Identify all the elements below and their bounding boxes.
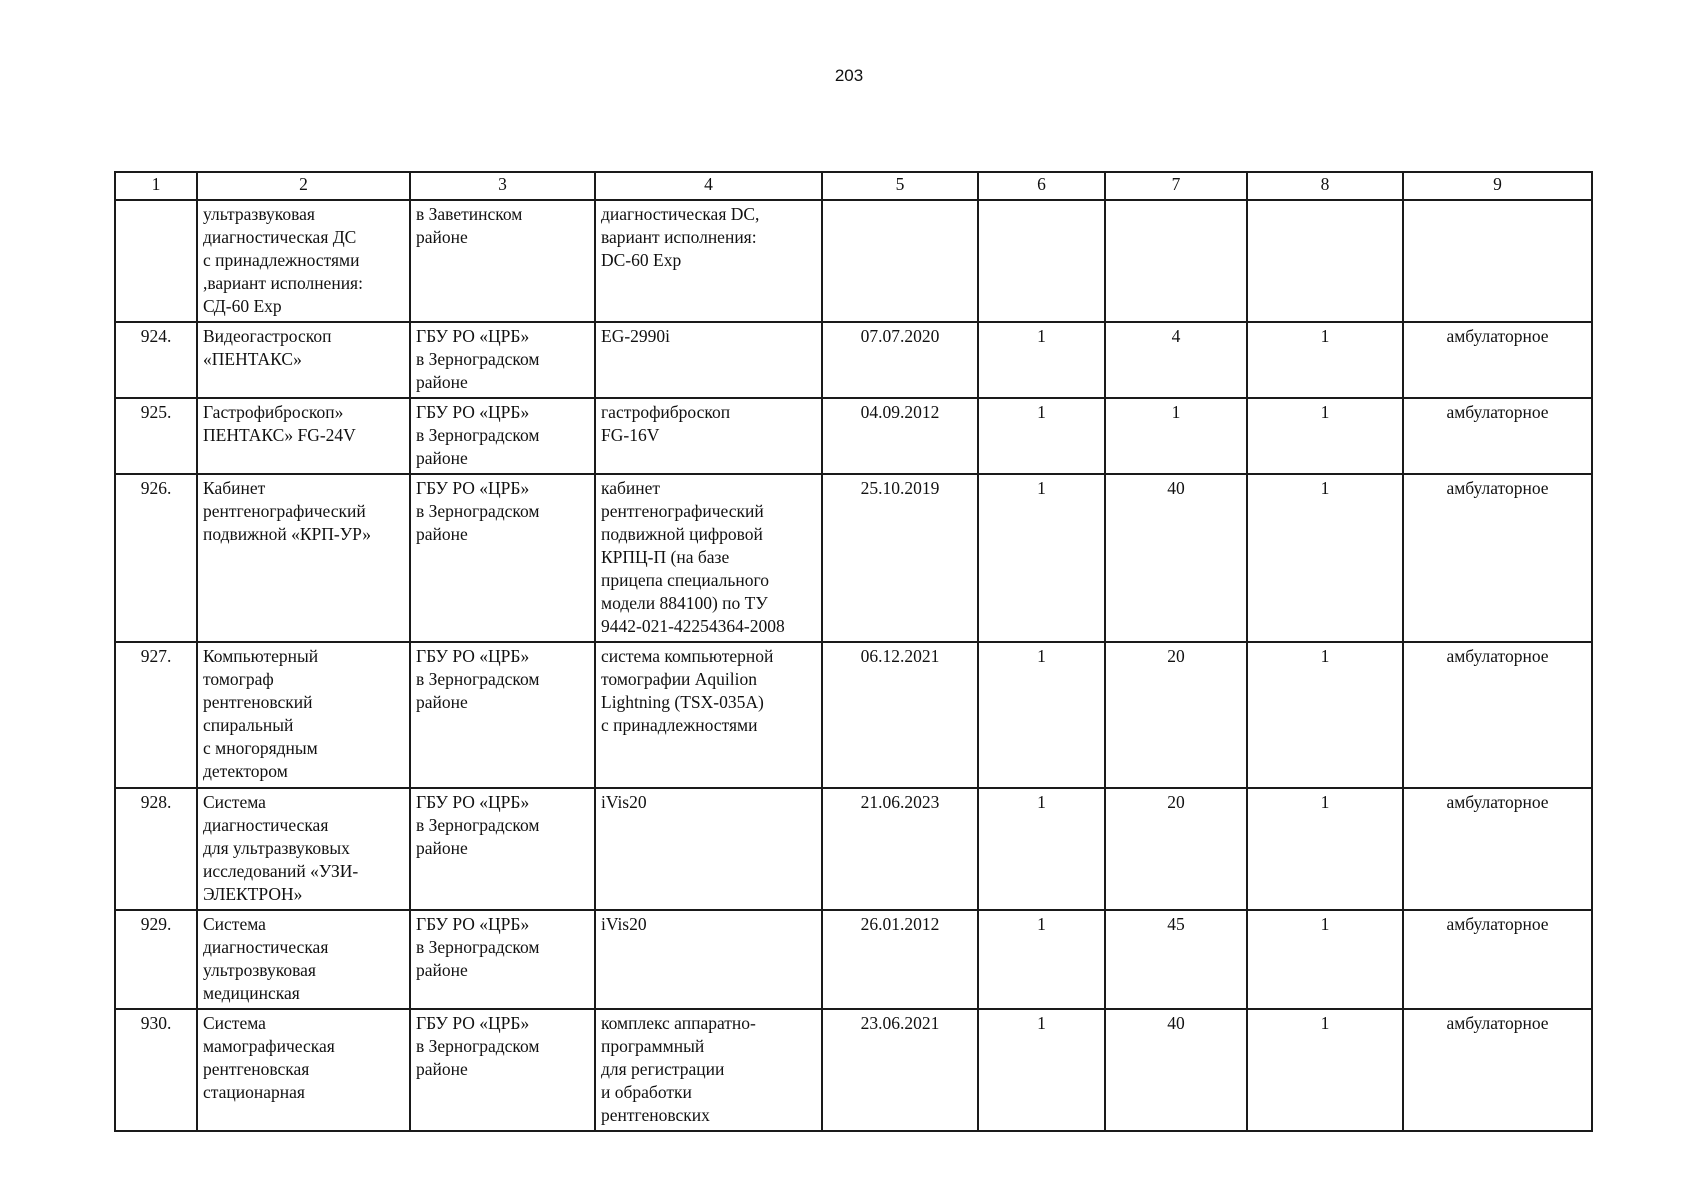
care-type: амбулаторное: [1403, 474, 1592, 642]
model: iVis20: [595, 910, 822, 1009]
column-8: [1247, 200, 1403, 322]
date: 07.07.2020: [822, 322, 978, 398]
model: гастрофиброскоп FG-16V: [595, 398, 822, 474]
care-type: амбулаторное: [1403, 910, 1592, 1009]
care-type: амбулаторное: [1403, 398, 1592, 474]
organization: ГБУ РО «ЦРБ» в Зерноградском районе: [410, 322, 595, 398]
column-7: [1105, 200, 1247, 322]
header-cell: 4: [595, 172, 822, 200]
equipment-name: Система диагностическая для ультразвуковых исследований «УЗИ- ЭЛЕКТРОН»: [197, 788, 410, 910]
column-8: 1: [1247, 910, 1403, 1009]
date: 06.12.2021: [822, 642, 978, 788]
row-number: 930.: [115, 1009, 197, 1131]
table-row: [115, 322, 1592, 398]
column-7: 1: [1105, 398, 1247, 474]
header-cell: 3: [410, 172, 595, 200]
model: iVis20: [595, 788, 822, 910]
column-7: 45: [1105, 910, 1247, 1009]
date: 23.06.2021: [822, 1009, 978, 1131]
row-number: 928.: [115, 788, 197, 910]
row-number: 927.: [115, 642, 197, 788]
equipment-name: Кабинет рентгенографический подвижной «КРП-УР»: [197, 474, 410, 642]
equipment-name: Компьютерный томограф рентгеновский спиральный с многорядным детектором: [197, 642, 410, 788]
quantity: [978, 200, 1105, 322]
model: система компьютерной томографии Aquilion Lightning (TSX-035A) с принадлежностями: [595, 642, 822, 788]
organization: в Заветинском районе: [410, 200, 595, 322]
quantity: 1: [978, 1009, 1105, 1131]
column-8: 1: [1247, 642, 1403, 788]
table-header-row: [115, 172, 1592, 200]
column-8: 1: [1247, 322, 1403, 398]
header-cell: 2: [197, 172, 410, 200]
care-type: [1403, 200, 1592, 322]
table-row: [115, 200, 1592, 322]
model: диагностическая DC, вариант исполнения: DC-60 Exp: [595, 200, 822, 322]
table-row: [115, 1009, 1592, 1131]
table-row: [115, 642, 1592, 788]
care-type: амбулаторное: [1403, 642, 1592, 788]
column-8: 1: [1247, 1009, 1403, 1131]
header-cell: 8: [1247, 172, 1403, 200]
page-number: 203: [834, 66, 864, 85]
column-7: 40: [1105, 474, 1247, 642]
date: 04.09.2012: [822, 398, 978, 474]
header-cell: 5: [822, 172, 978, 200]
model: EG-2990i: [595, 322, 822, 398]
date: 21.06.2023: [822, 788, 978, 910]
row-number: [115, 200, 197, 322]
organization: ГБУ РО «ЦРБ» в Зерноградском районе: [410, 642, 595, 788]
equipment-name: ультразвуковая диагностическая ДС с принадлежностями ,вариант исполнения: СД-60 Exp: [197, 200, 410, 322]
column-7: 4: [1105, 322, 1247, 398]
equipment-name: Система мамографическая рентгеновская стационарная: [197, 1009, 410, 1131]
date: [822, 200, 978, 322]
column-8: 1: [1247, 788, 1403, 910]
table-row: [115, 788, 1592, 910]
row-number: 929.: [115, 910, 197, 1009]
care-type: амбулаторное: [1403, 1009, 1592, 1131]
organization: ГБУ РО «ЦРБ» в Зерноградском районе: [410, 910, 595, 1009]
quantity: 1: [978, 474, 1105, 642]
equipment-name: Система диагностическая ультрозвуковая медицинская: [197, 910, 410, 1009]
column-8: 1: [1247, 398, 1403, 474]
organization: ГБУ РО «ЦРБ» в Зерноградском районе: [410, 788, 595, 910]
model: кабинет рентгенографический подвижной цифровой КРПЦ-П (на базе прицепа специального модели 884100) по ТУ 9442-021-42254364-2008: [595, 474, 822, 642]
table-row: [115, 474, 1592, 642]
header-cell: 7: [1105, 172, 1247, 200]
equipment-name: Видеогастроскоп «ПЕНТАКС»: [197, 322, 410, 398]
care-type: амбулаторное: [1403, 788, 1592, 910]
date: 25.10.2019: [822, 474, 978, 642]
header-cell: 9: [1403, 172, 1592, 200]
equipment-table: [114, 171, 1593, 1132]
date: 26.01.2012: [822, 910, 978, 1009]
column-8: 1: [1247, 474, 1403, 642]
header-cell: 1: [115, 172, 197, 200]
quantity: 1: [978, 788, 1105, 910]
quantity: 1: [978, 642, 1105, 788]
row-number: 926.: [115, 474, 197, 642]
header-cell: 6: [978, 172, 1105, 200]
organization: ГБУ РО «ЦРБ» в Зерноградском районе: [410, 398, 595, 474]
care-type: амбулаторное: [1403, 322, 1592, 398]
quantity: 1: [978, 322, 1105, 398]
column-7: 40: [1105, 1009, 1247, 1131]
organization: ГБУ РО «ЦРБ» в Зерноградском районе: [410, 1009, 595, 1131]
row-number: 925.: [115, 398, 197, 474]
quantity: 1: [978, 910, 1105, 1009]
organization: ГБУ РО «ЦРБ» в Зерноградском районе: [410, 474, 595, 642]
column-7: 20: [1105, 788, 1247, 910]
equipment-name: Гастрофиброскоп» ПЕНТАКС» FG-24V: [197, 398, 410, 474]
row-number: 924.: [115, 322, 197, 398]
quantity: 1: [978, 398, 1105, 474]
table-row: [115, 910, 1592, 1009]
model: комплекс аппаратно- программный для регистрации и обработки рентгеновских: [595, 1009, 822, 1131]
table-row: [115, 398, 1592, 474]
column-7: 20: [1105, 642, 1247, 788]
